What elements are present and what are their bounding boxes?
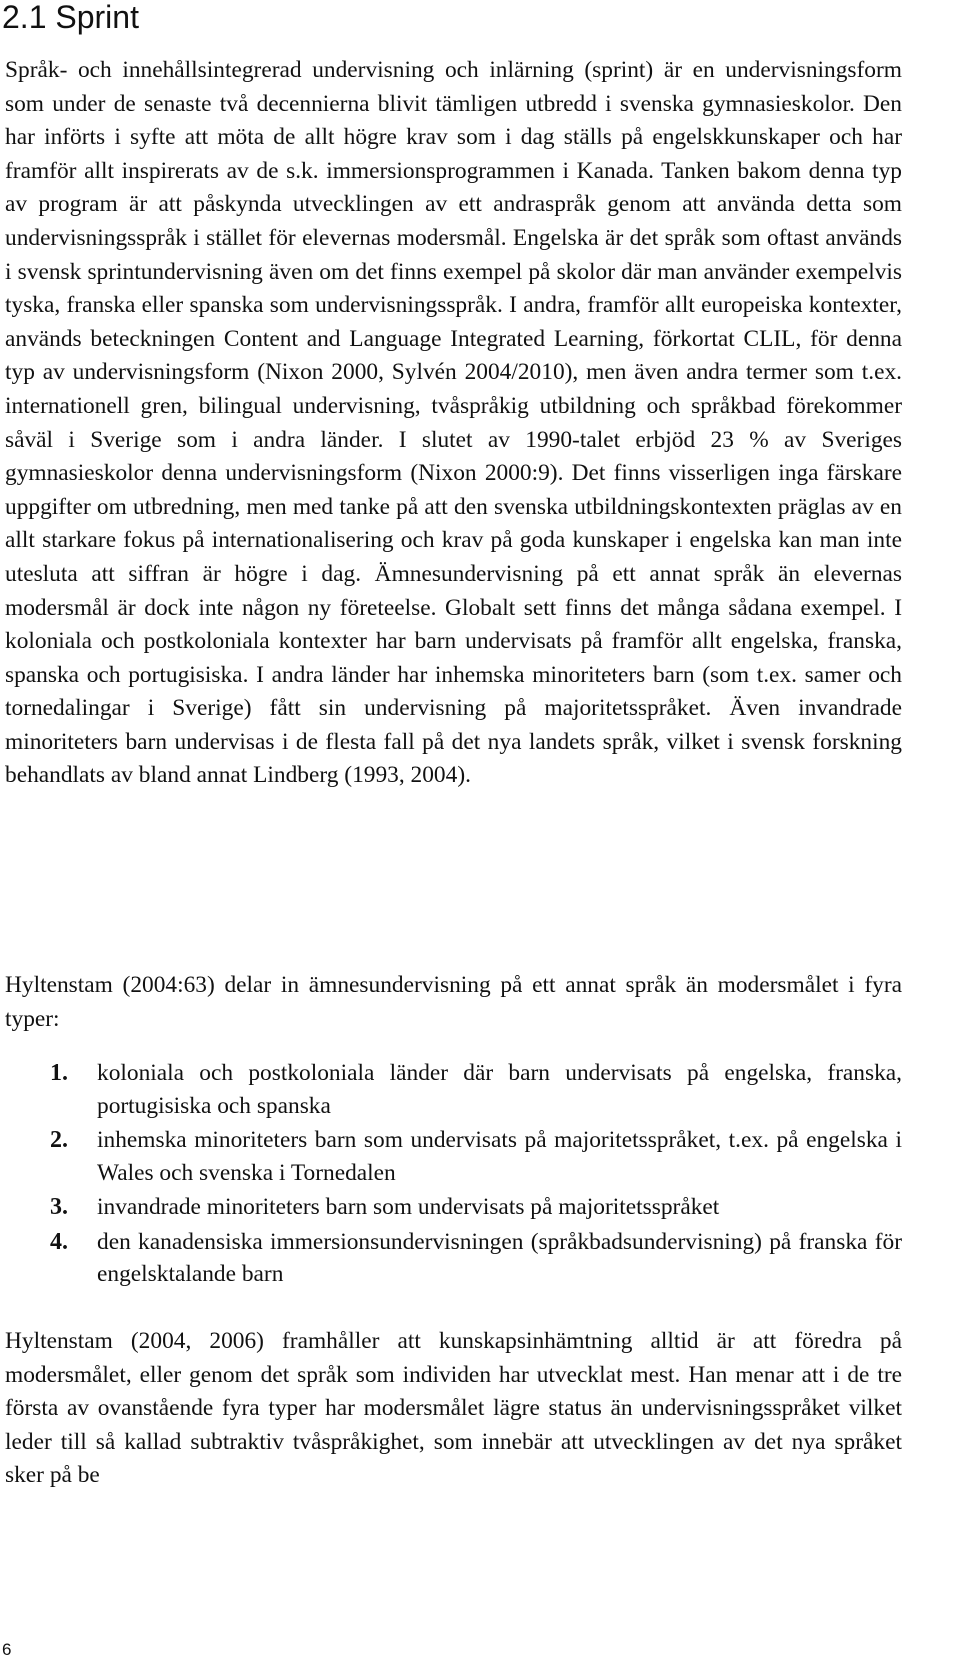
list-item-text: inhemska minoriteters barn som undervisats på majoritetsspråket, t.ex. på engelska i Wales och svenska i Tornedalen xyxy=(97,1127,902,1186)
body-paragraph-3: Hyltenstam (2004, 2006) framhåller att kunskapsinhämtning alltid är att föredra på modersmålet, eller genom det språk som individen har utvecklat mest. Han menar att i de tre första av ovanstående fyra typer har modersmålet lägre status än undervisningsspråket vilket leder till så kallad subtraktiv tvåspråkighet, som innebär att utvecklingen av det nya språket sker på be xyxy=(5,1328,902,1489)
list-item-number: 4. xyxy=(50,1228,68,1255)
list-item-number: 1. xyxy=(50,1060,68,1086)
body-paragraph-2: Hyltenstam (2004:63) delar in ämnesundervisning på ett annat språk än modersmålet i fyra typer: xyxy=(5,972,902,1032)
section-heading: 2.1 Sprint xyxy=(2,0,139,35)
body-paragraph-1: Språk- och innehållsintegrerad undervisning och inlärning (sprint) är en undervisningsform som under de senaste två decennierna blivit tämligen utbredd i svenska gymnasieskolor. Den har införts i syfte att möta de allt högre krav som i dag ställs på engelskkunskaper och har framför allt inspirerats av de s.k. immersionsprogrammen i Kanada. Tanken bakom denna typ av program är att påskynda utvecklingen av ett andraspråk genom att använda detta som undervisningsspråk i stället för elevernas modersmål. Engelska är det språk som oftast används i svensk sprintundervisning även om det finns exempel på skolor där man använder exempelvis tyska, franska eller spanska som undervisningsspråk. I andra, framför allt europeiska kontexter, används beteckningen Content and Language Integrated Learning, förkortat CLIL, för denna typ av undervisningsform (Nixon 2000, Sylvén 2004/2010), men även andra termer som t.ex. internationell gren, bilingual undervisning, tvåspråkig utbildning och språkbad förekommer såväl i Sverige som i andra länder. I slutet av 1990-talet erbjöd 23 % av Sveriges gymnasieskolor denna undervisningsform (Nixon 2000:9). Det finns visserligen inga färskare uppgifter om utbredning, men med tanke på att den svenska utbildningskontexten präglas av en allt starkare fokus på internationalisering och krav på goda kunskaper i engelska kan man inte utesluta att siffran är högre i dag. Ämnesundervisning på ett annat språk än elevernas modersmål är dock inte någon ny företeelse. Globalt sett finns det många sådana exempel. I koloniala och postkoloniala kontexter har barn undervisats på framför allt engelska, franska, spanska och portugisiska. I andra länder har inhemska minoriteters barn (som t.ex. samer och tornedalingar i Sverige) fått sin undervisning på majoritetsspråket. Även invandrade minoriteters barn undervisas i de flesta fall på det nya landets språk, vilket i svensk forskning behandlats av bland annat Lindberg (1993, 2004). xyxy=(5,57,902,789)
list-item-number: 2. xyxy=(50,1127,68,1153)
list-item-number: 3. xyxy=(50,1194,68,1220)
list-item xyxy=(0,1191,902,1224)
list-item-text: koloniala och postkoloniala länder där barn undervisats på engelska, franska, portugisiska och spanska xyxy=(97,1060,902,1119)
list-item-text: den kanadensiska immersionsundervisningen (språkbadsundervisning) på franska för engelsktalande barn xyxy=(97,1228,902,1287)
types-list xyxy=(0,1057,902,1293)
page-number: 6 xyxy=(2,1640,12,1659)
list-item xyxy=(0,1124,902,1189)
list-item-text: invandrade minoriteters barn som undervisats på majoritetsspråket xyxy=(97,1194,720,1220)
list-item xyxy=(0,1057,902,1122)
list-item xyxy=(0,1226,902,1291)
